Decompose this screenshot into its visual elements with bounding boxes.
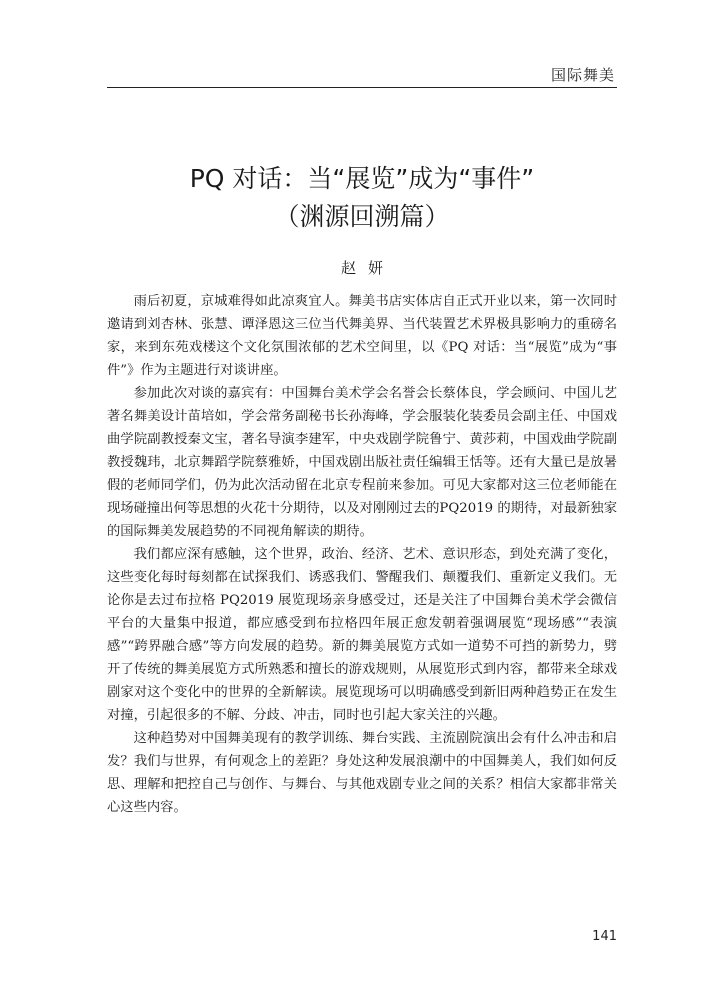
paragraph: 雨后初夏，京城难得如此凉爽宜人。舞美书店实体店自正式开业以来，第一次同时邀请到刘杏林、张慧、谭泽恩这三位当代舞美界、当代装置艺术界极具影响力的重磅名家，来到东苑戏楼这个文化氛围浓郁的艺术空间里，以《PQ 对话：当“展览”成为“事件”》作为主题进行对谈讲座。 (107, 294, 617, 378)
author-name: 赵妍 (340, 259, 395, 277)
article-title (107, 160, 617, 236)
title-subtitle: （渊源回溯篇） (274, 202, 450, 231)
paragraph: 参加此次对谈的嘉宾有：中国舞台美术学会名誉会长蔡体良，学会顾问、中国儿艺著名舞美设计苗培如，学会常务副秘书长孙海峰，学会服装化装委员会副主任、中国戏曲学院副教授秦文宝，著名导演李建军，中央戏剧学院鲁宁、黄莎莉，中国戏曲学院副教授魏玮，北京舞蹈学院蔡雅娇，中国戏剧出版社责任编辑王恬等。还有大量已是放暑假的老师同学们，仍为此次活动留在北京专程前来参加。可见大家都对这三位老师能在现场碰撞出何等思想的火花十分期待，以及对刚刚过去的PQ2019 的期待，对最新独家的国际舞美发展趋势的不同视角解读的期待。 (107, 386, 618, 539)
title-main: PQ 对话：当“展览”成为“事件” (189, 164, 535, 193)
paragraph: 这种趋势对中国舞美现有的教学训练、舞台实践、主流剧院演出会有什么冲击和启发？我们与世界，有何观念上的差距？身处这种发展浪潮中的中国舞美人，我们如何反思、理解和把控自己与创作、与舞台、与其他戏剧专业之间的关系？相信大家都非常关心这些内容。 (107, 731, 617, 815)
paragraph: 我们都应深有感触，这个世界，政治、经济、艺术、意识形态，到处充满了变化，这些变化每时每刻都在试探我们、诱惑我们、警醒我们、颠覆我们、重新定义我们。无论你是去过布拉格 PQ2019 展览现场亲身感受过，还是关注了中国舞台美术学会微信平台的大量集中报道，都应感受到布拉格四年展正愈发朝着强调展览“现场感”“表演感”“跨界融合感”等方向发展的趋势。新的舞美展览方式如一道势不可挡的新势力，劈开了传统的舞美展览方式所熟悉和擅长的游戏规则，从展览形式到内容，都带来全球戏剧家对这个变化中的世界的全新解读。展览现场可以明确感受到新旧两种趋势正在发生对撞，引起很多的不解、分歧、冲击，同时也引起大家关注的兴趣。 (107, 547, 617, 723)
running-header (107, 60, 617, 88)
page-number: 141 (592, 929, 617, 944)
header-rule (107, 87, 617, 88)
section-name: 国际舞美 (550, 66, 615, 84)
article-body (107, 290, 617, 819)
